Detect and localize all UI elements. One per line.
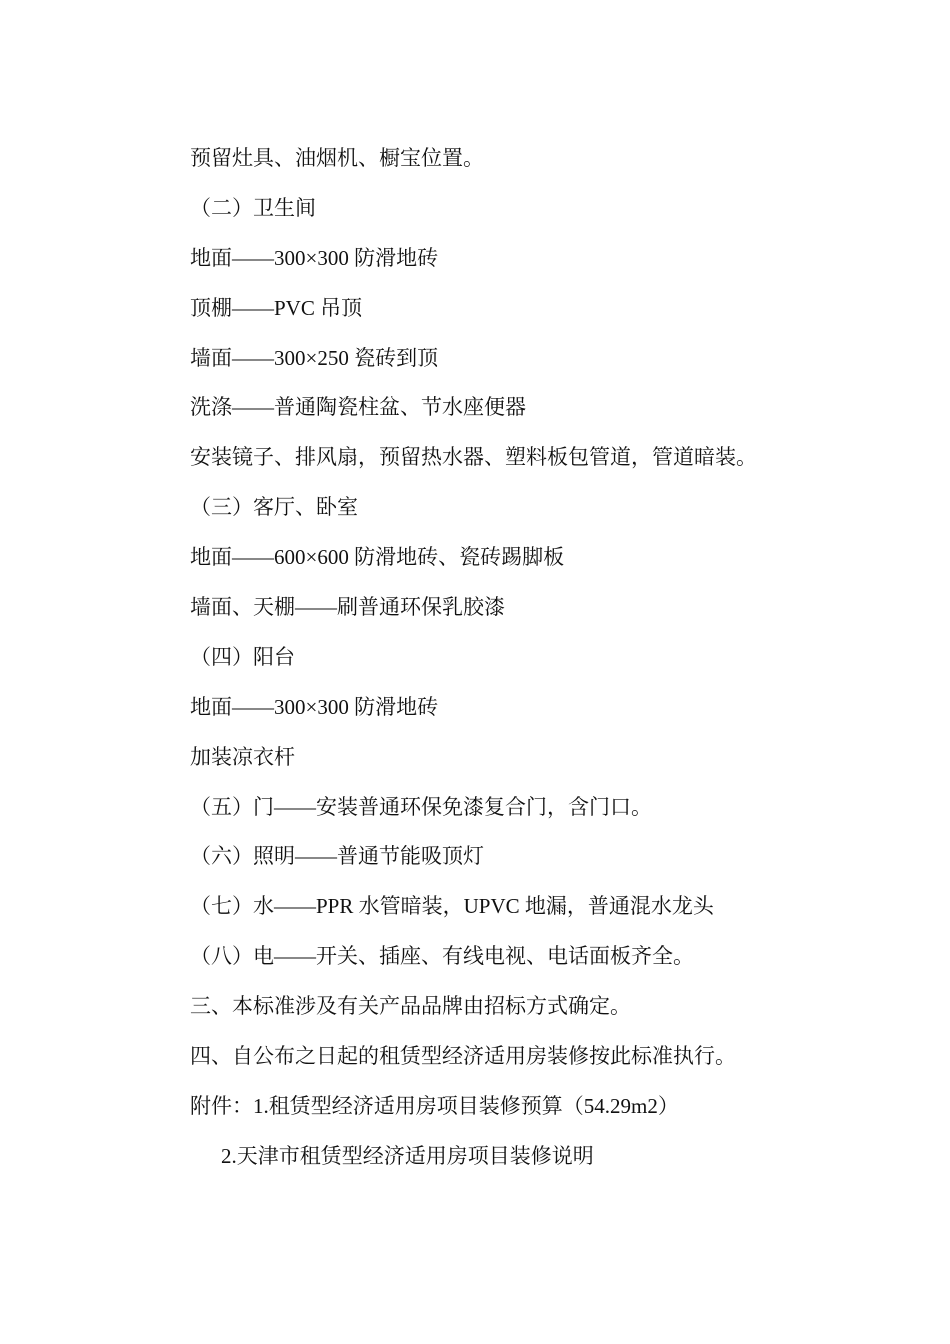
paragraph-bathroom-floor: 地面——300×300 防滑地砖	[190, 245, 439, 270]
section-water: （七）水——PPR 水管暗装，UPVC 地漏，普通混水龙头	[190, 894, 714, 919]
paragraph-bathroom-fixtures: 洗涤——普通陶瓷柱盆、节水座便器	[190, 395, 526, 420]
paragraph-balcony-floor: 地面——300×300 防滑地砖	[190, 694, 439, 719]
paragraph-balcony-rack: 加装凉衣杆	[190, 744, 295, 769]
paragraph-living-wall: 墙面、天棚——刷普通环保乳胶漆	[190, 595, 505, 620]
section-lighting: （六）照明——普通节能吸顶灯	[190, 844, 484, 869]
section-electric: （八）电——开关、插座、有线电视、电话面板齐全。	[190, 944, 694, 969]
section-door: （五）门——安装普通环保免漆复合门，含门口。	[190, 794, 652, 819]
paragraph-kitchen-reserve: 预留灶具、油烟机、橱宝位置。	[190, 146, 484, 170]
paragraph-bathroom-wall: 墙面——300×250 瓷砖到顶	[190, 345, 439, 370]
paragraph-bathroom-install: 安装镜子、排风扇，预留热水器、塑料板包管道，管道暗装。	[190, 445, 757, 470]
clause-four-effective: 四、自公布之日起的租赁型经济适用房装修按此标准执行。	[190, 1044, 736, 1069]
attachment-one: 附件：1.租赁型经济适用房项目装修预算（54.29m2）	[190, 1093, 679, 1118]
section-heading-bathroom: （二）卫生间	[190, 195, 316, 220]
attachment-two: 2.天津市租赁型经济适用房项目装修说明	[221, 1143, 594, 1168]
document-body	[190, 134, 810, 1182]
paragraph-bathroom-ceiling: 顶棚——PVC 吊顶	[190, 295, 363, 320]
section-heading-living-bedroom: （三）客厅、卧室	[190, 495, 358, 520]
section-heading-balcony: （四）阳台	[190, 644, 295, 669]
paragraph-living-floor: 地面——600×600 防滑地砖、瓷砖踢脚板	[190, 545, 565, 570]
clause-three-brands: 三、本标准涉及有关产品品牌由招标方式确定。	[190, 994, 631, 1019]
